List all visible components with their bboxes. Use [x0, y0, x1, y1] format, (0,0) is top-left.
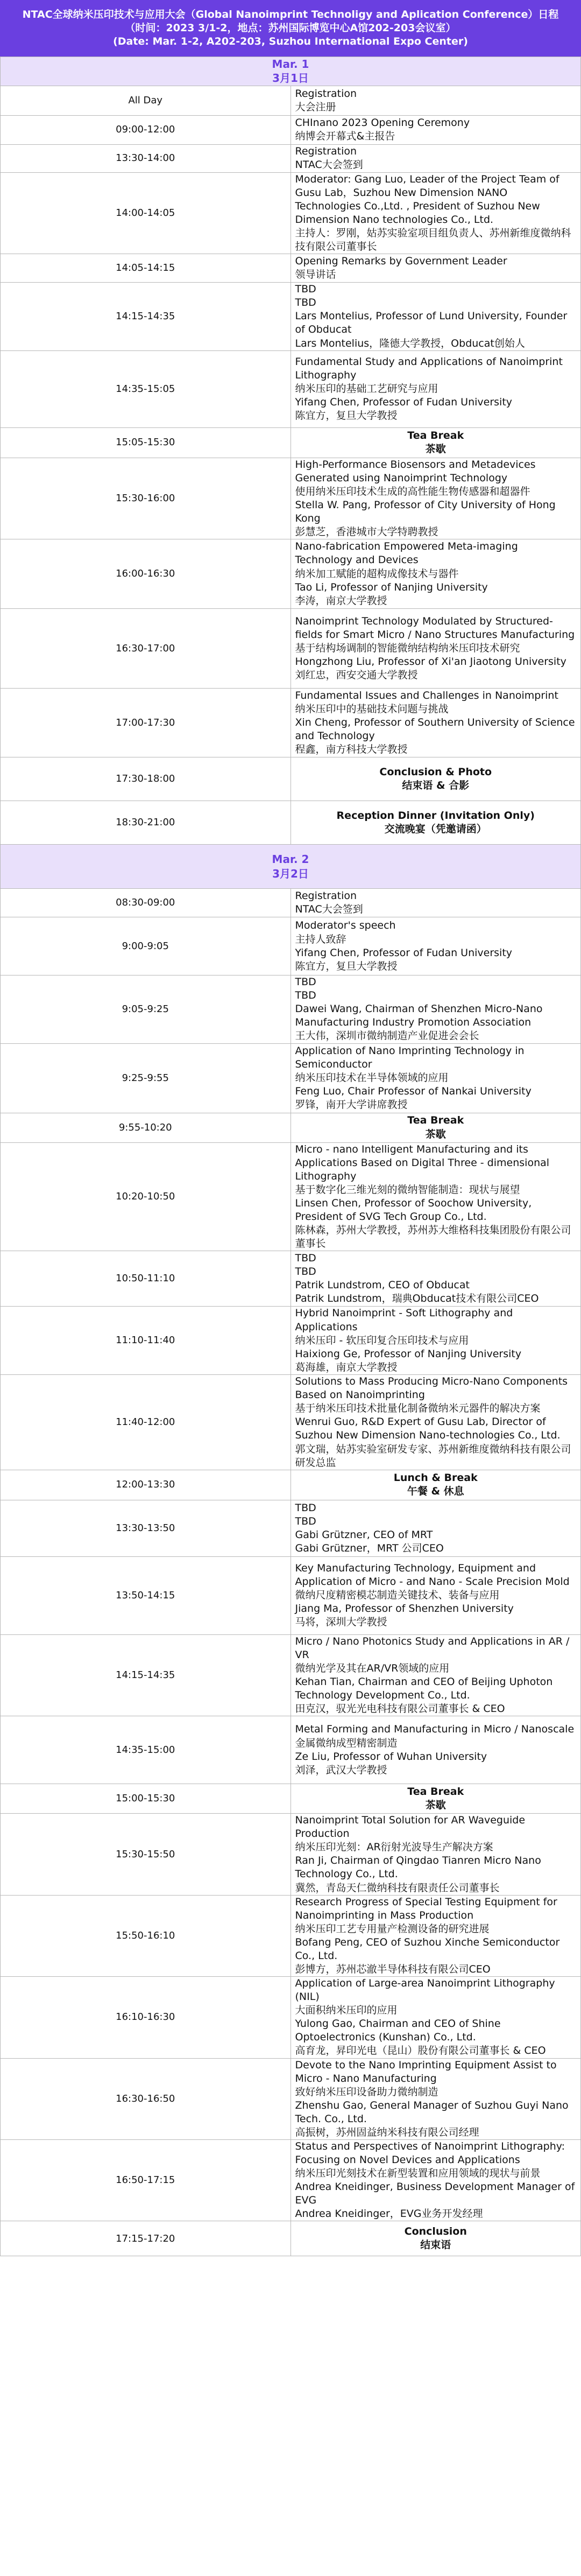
time-cell: 17:15-17:20 [1, 2221, 291, 2256]
time-cell: 16:30-17:00 [1, 609, 291, 689]
session-line: Registration [295, 87, 357, 100]
session-row [1, 350, 581, 427]
session-line: Status and Perspectives of Nanoimprint Lithography: Focusing on Novel Devices and Applications [295, 2140, 565, 2166]
time-cell: 17:30-18:00 [1, 757, 291, 801]
break-cell [290, 1470, 581, 1500]
time-cell: 14:15-14:35 [1, 283, 291, 350]
time-cell: 13:30-14:00 [1, 144, 291, 172]
session-line: 陈宜方，复旦大学教授 [295, 960, 398, 972]
time-cell: 16:30-16:50 [1, 2058, 291, 2139]
time-cell: 14:35-15:05 [1, 350, 291, 427]
session-line: 金属微纳成型精密制造 [295, 1737, 398, 1749]
session-row [1, 1375, 581, 1470]
session-cell [290, 917, 581, 975]
time-cell: 10:50-11:10 [1, 1251, 291, 1307]
session-cell [290, 1634, 581, 1716]
break-label: Reception Dinner (Invitation Only) [336, 810, 535, 822]
session-cell [290, 86, 581, 115]
session-line: NTAC大会签到 [295, 159, 363, 171]
session-line: TBD [295, 976, 316, 988]
session-line: Fundamental Issues and Challenges in Nanoimprint [295, 689, 558, 701]
time-cell: 16:10-16:30 [1, 1977, 291, 2058]
schedule-table [0, 57, 581, 2256]
time-cell: 12:00-13:30 [1, 1470, 291, 1500]
time-cell: 16:00-16:30 [1, 539, 291, 609]
session-line: Research Progress of Special Testing Equipment for Nanoimprinting in Mass Production [295, 1896, 557, 1921]
session-line: Devote to the Nano Imprinting Equipment Assist to Micro - Nano Manufacturing [295, 2059, 557, 2084]
session-line: TBD [295, 1266, 316, 1278]
session-row [1, 1977, 581, 2058]
session-line: Haixiong Ge, Professor of Nanjing University [295, 1347, 522, 1360]
time-cell: 9:55-10:20 [1, 1113, 291, 1142]
session-row [1, 609, 581, 689]
time-cell: 18:30-21:00 [1, 801, 291, 845]
session-line: 李涛，南京大学教授 [295, 594, 387, 607]
session-cell [290, 115, 581, 144]
break-row [1, 801, 581, 845]
session-line: 刘泽，武汉大学教授 [295, 1764, 387, 1776]
session-line: Yulong Gao, Chairman and CEO of Shine Optoelectronics (Kunshan) Co., Ltd. [295, 2018, 501, 2044]
session-cell [290, 1500, 581, 1556]
time-cell: 9:05-9:25 [1, 975, 291, 1043]
session-line: Nanoimprint Technology Modulated by Structured-fields for Smart Micro / Nano Structures Manufacturing [295, 615, 575, 641]
session-cell [290, 1977, 581, 2058]
break-row [1, 2221, 581, 2256]
session-line: Patrik Lundstrom, CEO of Obducat [295, 1279, 470, 1291]
session-line: 基于结构场调制的智能微纳结构纳米压印技术研究 [295, 642, 520, 655]
time-cell: 15:05-15:30 [1, 427, 291, 458]
session-row [1, 1043, 581, 1113]
session-cell [290, 1043, 581, 1113]
session-line: TBD [295, 989, 316, 1002]
session-line: Gabi Grützner, CEO of MRT [295, 1528, 433, 1541]
session-cell [290, 1814, 581, 1895]
session-cell [290, 1307, 581, 1375]
time-cell: 08:30-09:00 [1, 889, 291, 917]
break-label: Tea Break [407, 1114, 464, 1127]
session-line: 微纳光学及其在AR/VR领域的应用 [295, 1662, 450, 1674]
session-line: Lars Montelius，隆德大学教授，Obducat创始人 [295, 337, 525, 349]
time-cell: 16:50-17:15 [1, 2140, 291, 2221]
session-line: Andrea Kneidinger，EVG业务开发经理 [295, 2208, 483, 2220]
time-cell: All Day [1, 86, 291, 115]
session-line: Nanoimprint Total Solution for AR Waveguide Production [295, 1814, 526, 1840]
session-line: Yifang Chen, Professor of Fudan University [295, 946, 513, 959]
time-cell: 15:30-16:00 [1, 458, 291, 539]
session-line: Andrea Kneidinger, Business Development Manager of EVG [295, 2181, 575, 2207]
break-row [1, 1784, 581, 1814]
session-line: 彭慧芝，香港城市大学特聘教授 [295, 526, 438, 538]
session-line: TBD [295, 283, 316, 296]
day-label: Mar. 1 [272, 58, 309, 71]
break-label: 茶歇 [425, 443, 446, 455]
session-line: Ze Liu, Professor of Wuhan University [295, 1750, 487, 1763]
session-row [1, 689, 581, 757]
session-line: 纳米压印光刻：AR衍射光波导生产解决方案 [295, 1841, 493, 1854]
day-label: 3月2日 [272, 867, 309, 880]
session-row [1, 889, 581, 917]
session-row [1, 1895, 581, 1976]
break-label: Conclusion & Photo [379, 766, 492, 778]
session-cell [290, 458, 581, 539]
header-location-en: (Date: Mar. 1-2, A202-203, Suzhou International Expo Center) [113, 35, 468, 47]
session-line: 大面积纳米压印的应用 [295, 2004, 398, 2017]
time-cell: 15:50-16:10 [1, 1895, 291, 1976]
session-line: Application of Nano Imprinting Technology in Semiconductor [295, 1044, 525, 1070]
session-line: Fundamental Study and Applications of Nanoimprint Lithography [295, 355, 563, 382]
time-cell: 9:00-9:05 [1, 917, 291, 975]
session-cell [290, 1556, 581, 1634]
session-cell [290, 172, 581, 254]
session-line: Key Manufacturing Technology, Equipment and Application of Micro - and Nano - Scale Precision Mold [295, 1562, 570, 1588]
time-cell: 13:30-13:50 [1, 1500, 291, 1556]
day-header [1, 57, 581, 86]
time-cell: 17:00-17:30 [1, 689, 291, 757]
session-row [1, 86, 581, 115]
session-line: 高育龙，昇印光电（昆山）股份有限公司董事长 & CEO [295, 2045, 546, 2057]
time-cell: 09:00-12:00 [1, 115, 291, 144]
session-line: High-Performance Biosensors and Metadevices Generated using Nanoimprint Technology [295, 458, 536, 484]
session-line: 彭博方，苏州芯澈半导体科技有限公司CEO [295, 1963, 491, 1975]
session-cell [290, 1895, 581, 1976]
time-cell: 11:10-11:40 [1, 1307, 291, 1375]
session-line: 纳米压印工艺专用量产检测设备的研究进展 [295, 1922, 490, 1935]
break-label: Tea Break [407, 430, 464, 442]
session-line: 基于纳米压印技术批量化制备微纳米元器件的解决方案 [295, 1402, 541, 1415]
session-line: 主持人：罗刚，姑苏实验室项目组负责人、苏州新维度微纳科技有限公司董事长 [295, 227, 571, 253]
session-line: 纳博会开幕式&主报告 [295, 130, 395, 143]
session-line: 高振树，苏州固益纳米科技有限公司经理 [295, 2126, 479, 2138]
break-label: Conclusion [404, 2226, 467, 2238]
session-row [1, 1556, 581, 1634]
break-cell [290, 1113, 581, 1142]
session-cell [290, 609, 581, 689]
break-cell [290, 427, 581, 458]
session-cell [290, 2140, 581, 2221]
session-line: Nano-fabrication Empowered Meta-imaging Technology and Devices [295, 541, 518, 566]
session-cell [290, 539, 581, 609]
session-line: 主持人致辞 [295, 933, 346, 945]
session-line: Stella W. Pang, Professor of City University of Hong Kong [295, 499, 556, 524]
session-row [1, 172, 581, 254]
session-line: 罗锋，南开大学讲席教授 [295, 1099, 408, 1111]
session-line: Linsen Chen, Professor of Soochow University, President of SVG Tech Group Co., Ltd. [295, 1197, 532, 1223]
session-line: Dawei Wang, Chairman of Shenzhen Micro-Nano Manufacturing Industry Promotion Association [295, 1003, 543, 1029]
session-line: 基于数字化三维光刻的微纳智能制造：现状与展望 [295, 1183, 520, 1196]
session-row [1, 254, 581, 283]
session-cell [290, 1716, 581, 1784]
session-line: Kehan Tian, Chairman and CEO of Beijing Uphoton Technology Development Co., Ltd. [295, 1675, 553, 1701]
session-line: TBD [295, 1515, 316, 1527]
day-header [1, 845, 581, 889]
session-line: Moderator: Gang Luo, Leader of the Project Team of Gusu Lab，Suzhou New Dimension NANO Technologies Co.,Ltd. , President of Suzhou New Dimension Nano technologies Co., Ltd. [295, 173, 559, 226]
session-line: Zhenshu Gao, General Manager of Suzhou Guyi Nano Tech. Co., Ltd. [295, 2099, 569, 2125]
session-cell [290, 889, 581, 917]
time-cell: 13:50-14:15 [1, 1556, 291, 1634]
time-cell: 14:35-15:00 [1, 1716, 291, 1784]
break-label: 结束语 [420, 2239, 451, 2251]
session-line: Feng Luo, Chair Professor of Nankai University [295, 1085, 532, 1098]
break-row [1, 1113, 581, 1142]
break-row [1, 427, 581, 458]
time-cell: 14:00-14:05 [1, 172, 291, 254]
session-line: Opening Remarks by Government Leader [295, 255, 507, 268]
session-line: 刘红忠，西安交通大学教授 [295, 669, 418, 682]
session-line: 冀然，青岛天仁微纳科技有限责任公司董事长 [295, 1882, 500, 1894]
session-line: 纳米压印 - 软压印复合压印技术与应用 [295, 1334, 469, 1346]
break-cell [290, 801, 581, 845]
session-line: Jiang Ma, Professor of Shenzhen University [295, 1603, 514, 1615]
break-label: 茶歇 [425, 1128, 446, 1140]
session-line: 纳米加工赋能的超构成像技术与器件 [295, 567, 459, 580]
session-line: TBD [295, 1252, 316, 1264]
session-cell [290, 2058, 581, 2139]
time-cell: 15:30-15:50 [1, 1814, 291, 1895]
header-location-cn: （时间：2023 3/1-2，地点：苏州国际博览中心A馆202-203会议室） [125, 22, 456, 34]
session-cell [290, 1375, 581, 1470]
break-cell [290, 1784, 581, 1814]
session-cell [290, 254, 581, 283]
session-line: Registration [295, 145, 357, 158]
session-line: 大会注册 [295, 101, 336, 113]
time-cell: 14:05-14:15 [1, 254, 291, 283]
session-line: CHInano 2023 Opening Ceremony [295, 117, 470, 129]
session-line: Ran Ji, Chairman of Qingdao Tianren Micro Nano Technology Co., Ltd. [295, 1855, 541, 1880]
session-line: 程鑫，南方科技大学教授 [295, 743, 408, 756]
session-line: 微纳尺度精密模芯制造关键技术、装备与应用 [295, 1589, 500, 1602]
session-cell [290, 283, 581, 350]
session-line: 马将，深圳大学教授 [295, 1616, 387, 1629]
session-line: Solutions to Mass Producing Micro-Nano Components Based on Nanoimprinting [295, 1375, 568, 1401]
break-cell [290, 2221, 581, 2256]
session-line: 纳米压印的基础工艺研究与应用 [295, 383, 438, 395]
session-line: 田克汉，驭光光电科技有限公司董事长 & CEO [295, 1703, 505, 1715]
session-row [1, 975, 581, 1043]
session-line: 纳米压印光刻技术在新型装置和应用领域的现状与前景 [295, 2167, 541, 2180]
session-row [1, 1814, 581, 1895]
session-row [1, 1634, 581, 1716]
day-label: 3月1日 [272, 72, 309, 85]
session-row [1, 283, 581, 350]
session-line: 纳米压印中的基础技术问题与挑战 [295, 703, 449, 715]
session-line: 陈林森，苏州大学教授，苏州苏大维格科技集团股份有限公司董事长 [295, 1224, 571, 1250]
time-cell: 9:25-9:55 [1, 1043, 291, 1113]
session-line: Micro - nano Intelligent Manufacturing and its Applications Based on Digital Three - dimensional Lithography [295, 1143, 550, 1182]
session-line: 陈宜方，复旦大学教授 [295, 410, 398, 422]
session-line: 致好纳米压印设备助力微纳制造 [295, 2086, 438, 2098]
break-label: 交流晚宴（凭邀请函） [384, 823, 487, 836]
session-line: Yifang Chen, Professor of Fudan University [295, 396, 513, 409]
break-label: Tea Break [407, 1786, 464, 1798]
session-line: 葛海雄，南京大学教授 [295, 1361, 398, 1373]
time-cell: 10:20-10:50 [1, 1142, 291, 1251]
session-row [1, 917, 581, 975]
session-line: 王大伟，深圳市微纳制造产业促进会会长 [295, 1030, 479, 1042]
break-row [1, 1470, 581, 1500]
break-label: 午餐 & 休息 [407, 1485, 464, 1498]
session-row [1, 115, 581, 144]
session-cell [290, 1251, 581, 1307]
session-line: 纳米压印技术在半导体领域的应用 [295, 1071, 449, 1084]
session-line: 郭文瑞，姑苏实验室研发专家、苏州新维度微纳科技有限公司研发总监 [295, 1443, 571, 1469]
session-cell [290, 350, 581, 427]
session-line: NTAC大会签到 [295, 903, 363, 916]
session-row [1, 1142, 581, 1251]
session-line: Wenrui Guo, R&D Expert of Gusu Lab, Director of Suzhou New Dimension Nano-technologies Co., Ltd. [295, 1416, 561, 1442]
session-cell [290, 975, 581, 1043]
session-row [1, 1500, 581, 1556]
session-line: Moderator's speech [295, 920, 396, 932]
session-row [1, 2058, 581, 2139]
session-line: Micro / Nano Photonics Study and Applications in AR / VR [295, 1635, 570, 1661]
day-label: Mar. 2 [272, 853, 309, 866]
session-line: Xin Cheng, Professor of Southern University of Science and Technology [295, 717, 575, 742]
session-line: 使用纳米压印技术生成的高性能生物传感器和超器件 [295, 485, 530, 497]
session-line: TBD [295, 297, 316, 309]
session-line: Hongzhong Liu, Professor of Xi'an Jiaotong University [295, 656, 566, 668]
session-row [1, 539, 581, 609]
session-line: Application of Large-area Nanoimprint Lithography (NIL) [295, 1977, 555, 2003]
header-title: NTAC全球纳米压印技术与应用大会（Global Nanoimprint Technoligy and Aplication Conference）日程 [22, 9, 559, 21]
session-line: Registration [295, 890, 357, 902]
break-row [1, 757, 581, 801]
time-cell: 11:40-12:00 [1, 1375, 291, 1470]
break-label: Lunch & Break [393, 1472, 478, 1484]
session-line: 领导讲话 [295, 269, 336, 281]
time-cell: 15:00-15:30 [1, 1784, 291, 1814]
session-row [1, 1307, 581, 1375]
schedule-header [0, 0, 581, 57]
session-line: Gabi Grützner，MRT 公司CEO [295, 1542, 444, 1554]
session-cell [290, 689, 581, 757]
day-header-row [1, 845, 581, 889]
time-cell: 14:15-14:35 [1, 1634, 291, 1716]
session-line: TBD [295, 1501, 316, 1514]
session-line: Patrik Lundstrom，瑞典Obducat技术有限公司CEO [295, 1293, 539, 1305]
session-line: Lars Montelius, Professor of Lund University, Founder of Obducat [295, 310, 568, 336]
session-cell [290, 1142, 581, 1251]
session-line: Bofang Peng, CEO of Suzhou Xinche Semiconductor Co., Ltd. [295, 1936, 560, 1962]
session-cell [290, 144, 581, 172]
session-row [1, 144, 581, 172]
session-row [1, 2140, 581, 2221]
session-row [1, 1251, 581, 1307]
break-label: 结束语 & 合影 [402, 780, 470, 792]
session-row [1, 458, 581, 539]
session-line: Hybrid Nanoimprint - Soft Lithography and Applications [295, 1307, 513, 1333]
session-line: Metal Forming and Manufacturing in Micro / Nanoscale [295, 1723, 575, 1736]
break-label: 茶歇 [425, 1799, 446, 1812]
session-row [1, 1716, 581, 1784]
day-header-row [1, 57, 581, 86]
break-cell [290, 757, 581, 801]
session-line: Tao Li, Professor of Nanjing University [295, 581, 488, 593]
